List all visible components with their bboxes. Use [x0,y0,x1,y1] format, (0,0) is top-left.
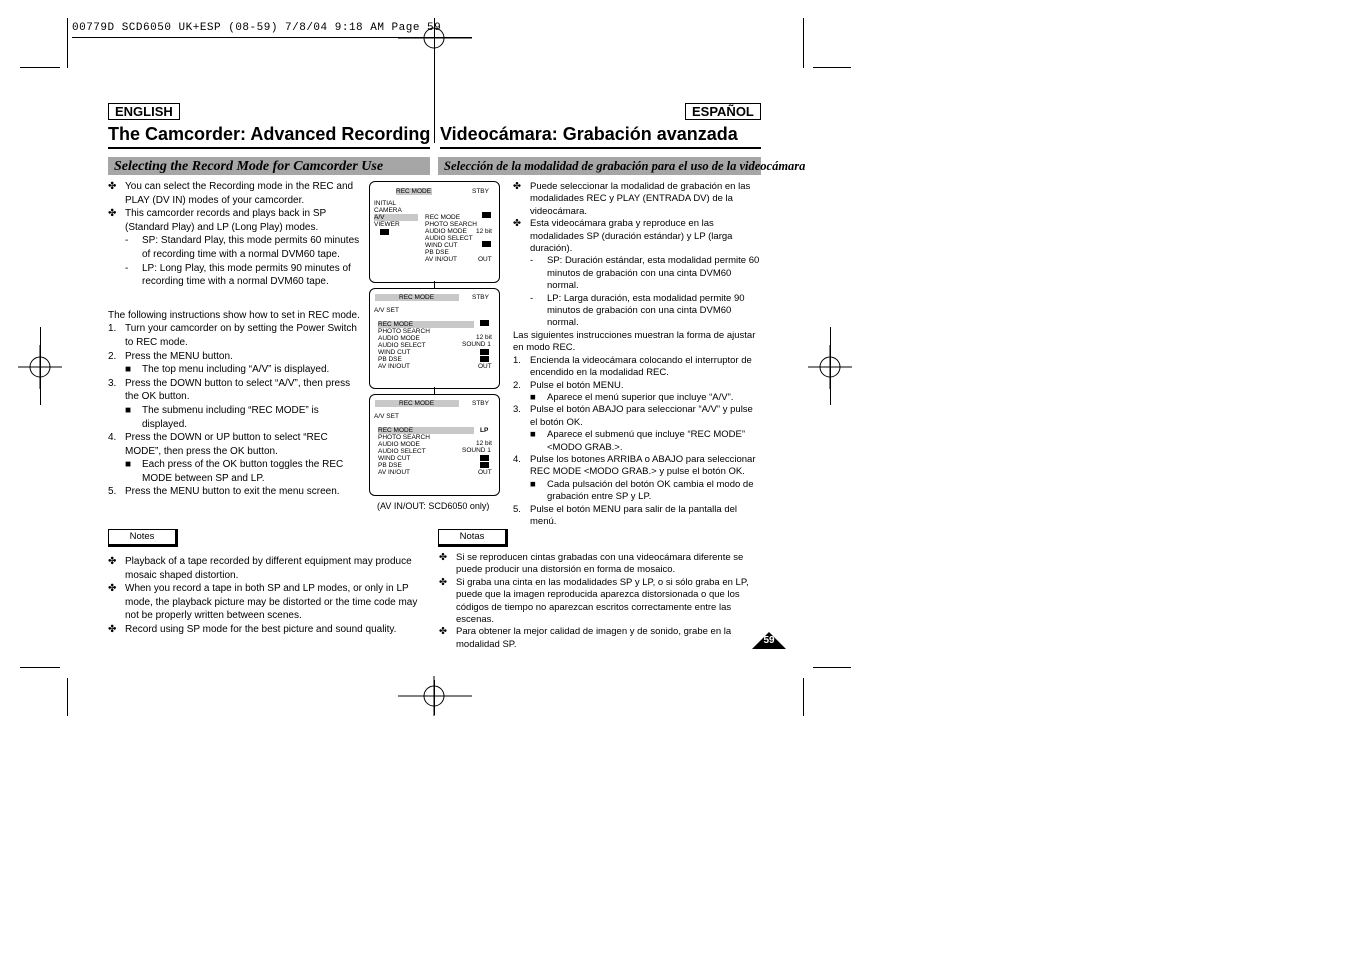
crop-mark [803,18,804,68]
instructions-text: The following instructions show how to set in REC mode. [108,309,360,321]
cross-bullet-icon: ✤ [513,181,521,192]
screen-caption: (AV IN/OUT: SCD6050 only) [377,501,490,511]
print-header: 00779D SCD6050 UK+ESP (08-59) 7/8/04 9:18 AM Page 59 [72,22,442,34]
toggle-icon [480,455,489,461]
cross-bullet-icon: ✤ [439,552,447,563]
square-bullet-icon: ■ [530,429,536,441]
square-bullet-icon: ■ [125,364,132,376]
crop-mark [20,67,60,68]
sp-icon [480,320,489,326]
lang-badge-english: ENGLISH [108,103,180,120]
title-rule [440,147,761,149]
crop-mark [803,678,804,716]
square-bullet-icon: ■ [125,459,132,471]
crop-mark [67,18,68,68]
cross-bullet-icon: ✤ [108,583,117,595]
crop-mark [813,667,851,668]
square-bullet-icon: ■ [125,404,132,416]
header-rule [72,37,472,38]
cross-bullet-icon: ✤ [513,218,521,230]
lang-badge-spanish: ESPAÑOL [685,103,761,120]
sp-icon [482,212,491,218]
notes-label-spanish: Notas [438,529,508,547]
crop-mark [40,327,41,405]
toggle-icon [480,356,489,362]
section-bar-english [108,157,430,175]
menu-screen-2: REC MODE STBY A/V SET REC MODE PHOTO SEARCH AUDIO MODE 12 bit AUDIO SELECT SOUND 1 WIND CUT PB DSE AV IN/OUT OUT [369,288,500,389]
cross-bullet-icon: ✤ [439,626,447,638]
menu-screen-1: REC MODE STBY INITIAL CAMERA A/V VIEWER REC MODE PHOTO SEARCH AUDIO MODE 12 bit AUDIO SELECT WIND CUT PB DSE AV IN/OUT OUT [369,181,500,283]
page-title-spanish: Videocámara: Grabación avanzada [440,124,738,144]
cross-bullet-icon: ✤ [108,556,117,567]
instructions-text: Las siguientes instrucciones muestran la forma de ajustar en modo REC. [513,329,756,354]
page-title-english: The Camcorder: Advanced Recording [108,124,431,144]
section-bar-spanish [438,157,806,175]
crop-mark [20,667,60,668]
section-title-spanish: Selección de la modalidad de grabación para el uso de la videocámara [444,159,806,173]
square-bullet-icon: ■ [530,478,536,490]
toggle-icon [482,241,491,247]
toggle-icon [480,462,489,468]
crop-mark [67,678,68,716]
toggle-icon [480,349,489,355]
tape-icon [380,229,389,235]
square-bullet-icon: ■ [530,391,536,403]
crop-mark [813,67,851,68]
registration-target-icon [398,676,472,716]
page-number: 59 [763,635,775,646]
spanish-notes: ✤ Si se reproducen cintas grabadas con una videocámara diferente se puede producir una distorsión en forma de mosaico. ✤ Si graba una cinta en las modalidades SP y LP, o si sólo graba en LP, puede que la imagen reproducida aparezca distorsionada o que los códigos de tiempo no aparezcan escritos correctamente entre las escenas. ✤ Para obtener la mejor calidad de imagen y de sonido, grabe en la modalidad SP. [439,552,749,650]
english-notes: ✤ Playback of a tape recorded by different equipment may produce mosaic shaped distortion. ✤ When you record a tape in both SP and LP modes, or only in LP mode, the playback picture may be distorted or the time code may not be properly written between scenes. ✤ Record using SP mode for the best picture and sound quality. [108,556,418,635]
section-title-english: Selecting the Record Mode for Camcorder Use [114,159,384,174]
menu-screen-3: REC MODE STBY A/V SET REC MODE LP PHOTO SEARCH AUDIO MODE 12 bit AUDIO SELECT SOUND 1 WIND CUT PB DSE AV IN/OUT OUT [369,394,500,496]
cross-bullet-icon: ✤ [439,576,447,588]
cross-bullet-icon: ✤ [108,623,117,635]
title-rule [108,147,430,149]
spanish-body: ✤ Puede seleccionar la modalidad de grabación en las modalidades REC y PLAY (ENTRADA DV) de la videocámara. ✤ Esta videocámara graba y reproduce en las modalidades SP (duración estándar) y LP (larga duración). - SP: Duración estándar, esta modalidad permite 60 minutos de grabación con una cinta DVM60 normal. - LP: Larga duración, esta modalidad permite 90 minutos de grabación con una cinta DVM60 normal. Las siguientes instrucciones muestran la forma de ajustar en modo REC. 1. Encienda la videocámara colocando el interruptor de encendido en la modalidad REC. 2. Pulse el botón MENU. ■ Aparece el menú superior que incluye “A/V”. 3. Pulse el botón ABAJO para seleccionar “A/V” y pulse el botón OK. ■ Aparece el submenú que incluye “REC MODE” <MODO GRAB.>. 4. Pulse los botones ARRIBA o ABAJO para seleccionar REC MODE <MODO GRAB.> y pulse el botón OK. ■ Cada pulsación del botón OK cambia el modo de grabación entre SP y LP. 5. Pulse el botón MENU para salir de la pantalla del menú. [513,181,760,527]
cross-bullet-icon: ✤ [108,181,117,192]
english-body: ✤ You can select the Recording mode in the REC and PLAY (DV IN) modes of your camcorder. ✤ This camcorder records and plays back in SP (Standard Play) and LP (Long Play) modes. - SP: Standard Play, this mode permits 60 minutes of recording time with a normal DVM60 tape. - LP: Long Play, this mode permits 90 minutes of recording time with a normal DVM60 tape. The following instructions show how to set in REC mode. 1. Turn your camcorder on by setting the Power Switch to REC mode. 2. Press the MENU button. ■ The top menu including “A/V” is displayed. 3. Press the DOWN button to select “A/V”, then press the OK button. ■ The submenu including “REC MODE” is displayed. 4. Press the DOWN or UP button to select “REC MODE”, then press the OK button. ■ Each press of the OK button toggles the REC MODE between SP and LP. 5. Press the MENU button to exit the menu screen. [108,180,366,499]
crop-mark [830,327,831,405]
cross-bullet-icon: ✤ [108,208,117,220]
notes-label-english: Notes [108,529,178,547]
